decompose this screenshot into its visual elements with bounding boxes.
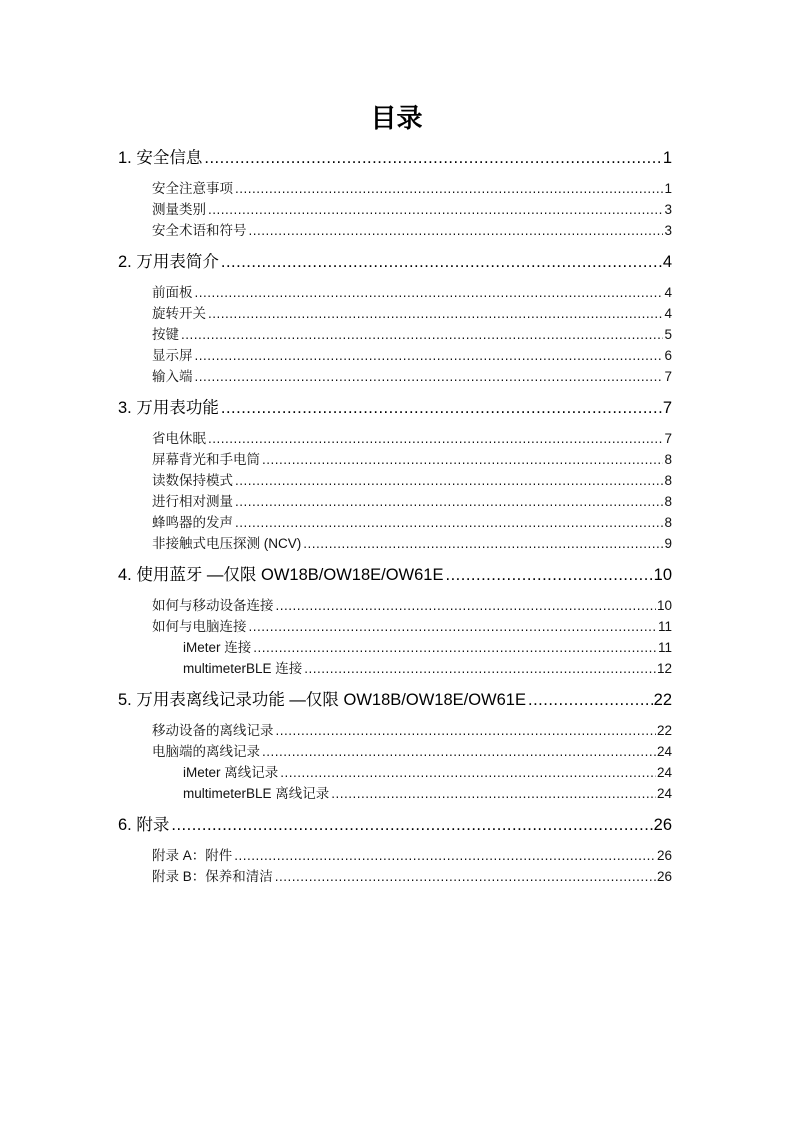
toc-entry-label: 5. 万用表离线记录功能 —仅限 OW18B/OW18E/OW61E [118, 691, 526, 709]
dot-leader [275, 866, 656, 887]
toc-page-number: 5 [664, 327, 672, 342]
toc-subsection[interactable] [118, 491, 672, 512]
dot-leader [253, 637, 657, 658]
dot-leader [262, 449, 663, 470]
toc-entry-label: 2. 万用表简介 [118, 253, 219, 271]
toc-entry-label: 移动设备的离线记录 [152, 723, 274, 738]
dot-leader [528, 689, 653, 711]
toc-page-number: 11 [657, 619, 672, 634]
toc-subsection[interactable] [118, 220, 672, 241]
dot-leader [235, 491, 663, 512]
toc-subsubsection[interactable] [118, 762, 672, 783]
dot-leader [249, 616, 657, 637]
toc-subsection[interactable] [118, 533, 672, 554]
toc-subsection[interactable] [118, 303, 672, 324]
toc-section[interactable] [118, 147, 672, 169]
toc-page-number: 1 [662, 149, 672, 167]
toc-entry-label: 6. 附录 [118, 816, 170, 834]
toc-entry-label: iMeter 离线记录 [183, 765, 279, 780]
toc-page-number: 3 [664, 223, 672, 238]
toc-page-number: 22 [656, 723, 672, 738]
dot-leader [221, 251, 662, 273]
toc-entry-label: 安全术语和符号 [152, 223, 247, 238]
dot-leader [235, 178, 663, 199]
toc-page-number: 11 [657, 640, 672, 655]
toc-entry-label: 旋转开关 [152, 306, 206, 321]
dot-leader [195, 345, 664, 366]
dot-leader [204, 147, 661, 169]
dot-leader [208, 303, 663, 324]
toc-entry-label: 显示屏 [152, 348, 193, 363]
dot-leader [280, 762, 656, 783]
toc-entry-label: 附录 B：保养和清洁 [152, 869, 273, 884]
toc-entry-label: 进行相对测量 [152, 494, 233, 509]
toc-subsection[interactable] [118, 866, 672, 887]
toc-page-number: 9 [664, 536, 672, 551]
toc-entry-label: 非接触式电压探测 (NCV) [152, 536, 302, 551]
toc-section[interactable] [118, 814, 672, 836]
dot-leader [276, 720, 656, 741]
toc-entry-label: 附录 A：附件 [152, 848, 233, 863]
toc-subsection[interactable] [118, 428, 672, 449]
toc-page-number: 22 [653, 691, 672, 709]
toc-title: 目录 [370, 104, 423, 134]
dot-leader [221, 397, 662, 419]
toc-subsection[interactable] [118, 324, 672, 345]
toc-subsection[interactable] [118, 449, 672, 470]
dot-leader [262, 741, 656, 762]
toc-page-number: 6 [664, 348, 672, 363]
toc-page-number: 26 [653, 816, 672, 834]
toc-subsection[interactable] [118, 720, 672, 741]
toc-page-number: 3 [664, 202, 672, 217]
toc-subsection[interactable] [118, 178, 672, 199]
dot-leader [304, 658, 656, 679]
toc-page-number: 10 [653, 566, 672, 584]
toc-subsection[interactable] [118, 741, 672, 762]
dot-leader [331, 783, 656, 804]
dot-leader [171, 814, 652, 836]
toc-page-number: 8 [664, 515, 672, 530]
toc-entry-label: 蜂鸣器的发声 [152, 515, 233, 530]
toc-page-number: 26 [656, 869, 672, 884]
toc-entry-label: 前面板 [152, 285, 193, 300]
toc-entry-label: 省电休眠 [152, 431, 206, 446]
toc-subsection[interactable] [118, 199, 672, 220]
toc-subsection[interactable] [118, 845, 672, 866]
toc-page-number: 4 [662, 253, 672, 271]
dot-leader [208, 428, 663, 449]
toc-entry-label: 测量类别 [152, 202, 206, 217]
toc-entry-label: multimeterBLE 离线记录 [183, 786, 330, 801]
toc-page-number: 8 [664, 452, 672, 467]
toc-section[interactable] [118, 251, 672, 273]
toc-entry-label: 读数保持模式 [152, 473, 233, 488]
dot-leader [276, 595, 656, 616]
toc-page-number: 24 [656, 744, 672, 759]
toc-page-number: 7 [664, 431, 672, 446]
toc-section[interactable] [118, 564, 672, 586]
toc-subsection[interactable] [118, 470, 672, 491]
toc-page-number: 10 [656, 598, 672, 613]
table-of-contents [118, 137, 672, 887]
toc-entry-label: iMeter 连接 [183, 640, 252, 655]
toc-page-number: 12 [656, 661, 672, 676]
dot-leader [303, 533, 663, 554]
dot-leader [195, 366, 664, 387]
toc-entry-label: multimeterBLE 连接 [183, 661, 303, 676]
toc-subsubsection[interactable] [118, 658, 672, 679]
toc-page-number: 8 [664, 494, 672, 509]
toc-page-number: 26 [656, 848, 672, 863]
toc-entry-label: 如何与电脑连接 [152, 619, 247, 634]
dot-leader [208, 199, 663, 220]
toc-page-number: 7 [664, 369, 672, 384]
toc-entry-label: 如何与移动设备连接 [152, 598, 274, 613]
toc-page-number: 24 [656, 786, 672, 801]
dot-leader [235, 470, 663, 491]
toc-entry-label: 输入端 [152, 369, 193, 384]
toc-entry-label: 1. 安全信息 [118, 149, 203, 167]
toc-page-number: 4 [664, 285, 672, 300]
toc-entry-label: 安全注意事项 [152, 181, 233, 196]
toc-subsection[interactable] [118, 282, 672, 303]
dot-leader [181, 324, 663, 345]
toc-subsection[interactable] [118, 366, 672, 387]
toc-section[interactable] [118, 397, 672, 419]
dot-leader [249, 220, 664, 241]
dot-leader [445, 564, 652, 586]
toc-page-number: 24 [656, 765, 672, 780]
toc-entry-label: 按键 [152, 327, 179, 342]
toc-subsection[interactable] [118, 345, 672, 366]
dot-leader [234, 845, 656, 866]
toc-section[interactable] [118, 689, 672, 711]
dot-leader [235, 512, 663, 533]
toc-page-number: 4 [664, 306, 672, 321]
toc-page-number: 1 [664, 181, 672, 196]
toc-entry-label: 电脑端的离线记录 [152, 744, 260, 759]
toc-subsubsection[interactable] [118, 637, 672, 658]
dot-leader [195, 282, 664, 303]
toc-page-number: 8 [664, 473, 672, 488]
toc-page-number: 7 [662, 399, 672, 417]
toc-entry-label: 屏幕背光和手电筒 [152, 452, 260, 467]
toc-entry-label: 4. 使用蓝牙 —仅限 OW18B/OW18E/OW61E [118, 566, 444, 584]
toc-subsubsection[interactable] [118, 783, 672, 804]
toc-subsection[interactable] [118, 595, 672, 616]
toc-entry-label: 3. 万用表功能 [118, 399, 219, 417]
toc-subsection[interactable] [118, 512, 672, 533]
toc-subsection[interactable] [118, 616, 672, 637]
